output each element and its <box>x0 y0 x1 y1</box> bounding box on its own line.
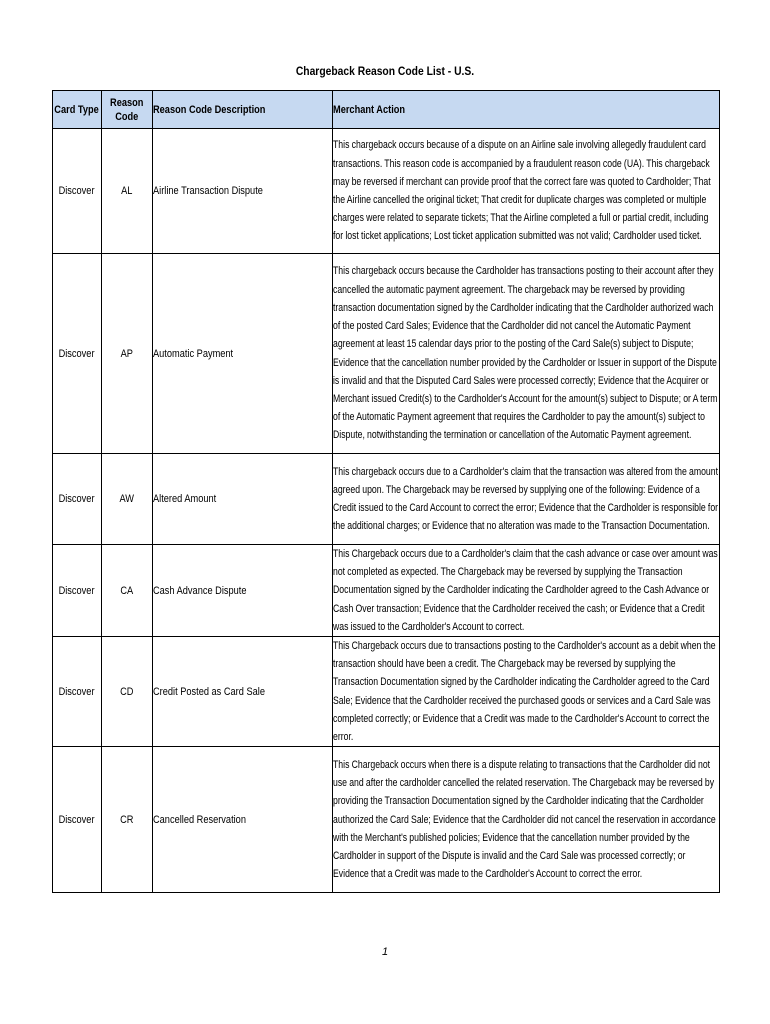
header-merchant-action: Merchant Action <box>333 91 720 129</box>
description-cell: Airline Transaction Dispute <box>153 129 333 254</box>
reason-code-cell: CD <box>102 637 153 747</box>
table-row <box>53 454 720 545</box>
table-row <box>53 637 720 747</box>
merchant-action-cell: This Chargeback occurs due to transactions posting to the Cardholder's account as a debit when the transaction should have been a credit. The Chargeback may be reversed by supplying the Transaction Documentation signed by the Cardholder indicating the Cardholder agreed to the Card Sale; Evidence that the Cardholder received the purchased goods or services and a Card Sale was completed correctly; or Evidence that a Credit was made to the Cardholder's Account to correct the error. <box>333 637 720 747</box>
header-card-type: Card Type <box>53 91 102 129</box>
page-number: 1 <box>381 946 389 958</box>
card-type-cell: Discover <box>53 254 102 454</box>
header-description: Reason Code Description <box>153 91 333 129</box>
card-type-cell: Discover <box>53 129 102 254</box>
card-type-cell: Discover <box>53 545 102 637</box>
description-cell: Altered Amount <box>153 454 333 545</box>
merchant-action-cell: This chargeback occurs because the Cardholder has transactions posting to their account after they cancelled the automatic payment agreement. The chargeback may be reversed by providing transaction documentation signed by the Cardholder indicating that the Cardholder authorized wach of the posted Card Sales; Evidence that the Cardholder did not cancel the Automatic Payment agreement at least 15 calendar days prior to the posting of the Card Sale(s) subject to Dispute; Evidence that the cancellation number provided by the Cardholder or Issuer in support of the Dispute is invalid and that the Disputed Card Sales were processed correctly; Evidence that the Acquirer or Merchant issued Credit(s) to the Cardholder's Account for the amount(s) subject to Dispute; or A term of the Automatic Payment agreement that requires the Cardholder to pay the amount(s) subject to Dispute, notwithstanding the termination or cancellation of the Automatic Payment agreement. <box>333 254 720 454</box>
description-cell: Cancelled Reservation <box>153 747 333 893</box>
description-cell: Credit Posted as Card Sale <box>153 637 333 747</box>
reason-code-cell: AP <box>102 254 153 454</box>
merchant-action-cell: This Chargeback occurs due to a Cardholder's claim that the cash advance or case over amount was not completed as expected. The Chargeback may be reversed by supplying the Transaction Documentation signed by the Cardholder indicating the Cardholder agreed to the Cash Advance or Cash Over transaction; Evidence that the Cardholder received the cash; or Evidence that a Credit was issued to the Cardholder's Account to correct. <box>333 545 720 637</box>
card-type-cell: Discover <box>53 637 102 747</box>
merchant-action-cell: This Chargeback occurs when there is a dispute relating to transactions that the Cardholder did not use and after the cardholder cancelled the related reservation. The Chargeback may be reversed by providing the Transaction Documentation signed by the Cardholder indicating that the Cardholder authorized the Card Sale; Evidence that the Cardholder did not cancel the reservation in accordance with the Merchant's published policies; Evidence that the cancellation number provided by the Cardholder in support of the Dispute is invalid and the Card Sale was processed correctly; or Evidence that a Credit was made to the Cardholder's Account to correct the error. <box>333 747 720 893</box>
reason-code-cell: CA <box>102 545 153 637</box>
table-row <box>53 545 720 637</box>
merchant-action-cell: This chargeback occurs because of a dispute on an Airline sale involving allegedly fraudulent card transactions. This reason code is accompanied by a fraudulent reason code (UA). This chargeback may be reversed if merchant can provide proof that the correct fare was quoted to Cardholder; That the Airline cancelled the original ticket; That credit for duplicate charges was completed or multiple charges were related to separate tickets; That the Airline completed a full or partial credit, including for lost ticket applications; Lost ticket application submitted was not valid; Cardholder used ticket. <box>333 129 720 254</box>
reason-code-table <box>52 90 720 893</box>
reason-code-cell: AW <box>102 454 153 545</box>
header-reason-code: Reason Code <box>102 91 153 129</box>
page-title: Chargeback Reason Code List - U.S. <box>295 64 475 78</box>
table-row <box>53 254 720 454</box>
reason-code-cell: CR <box>102 747 153 893</box>
card-type-cell: Discover <box>53 454 102 545</box>
reason-code-cell: AL <box>102 129 153 254</box>
description-cell: Cash Advance Dispute <box>153 545 333 637</box>
table-row <box>53 129 720 254</box>
description-cell: Automatic Payment <box>153 254 333 454</box>
table-row <box>53 747 720 893</box>
card-type-cell: Discover <box>53 747 102 893</box>
table-header-row <box>53 91 720 129</box>
merchant-action-cell: This chargeback occurs due to a Cardholder's claim that the transaction was altered from the amount agreed upon. The Chargeback may be reversed by supplying one of the following: Evidence of a Credit issued to the Card Account to correct the error; Evidence that the Cardholder is responsible for the additional charges; or Evidence that no alteration was made to the Transaction Documentation. <box>333 454 720 545</box>
